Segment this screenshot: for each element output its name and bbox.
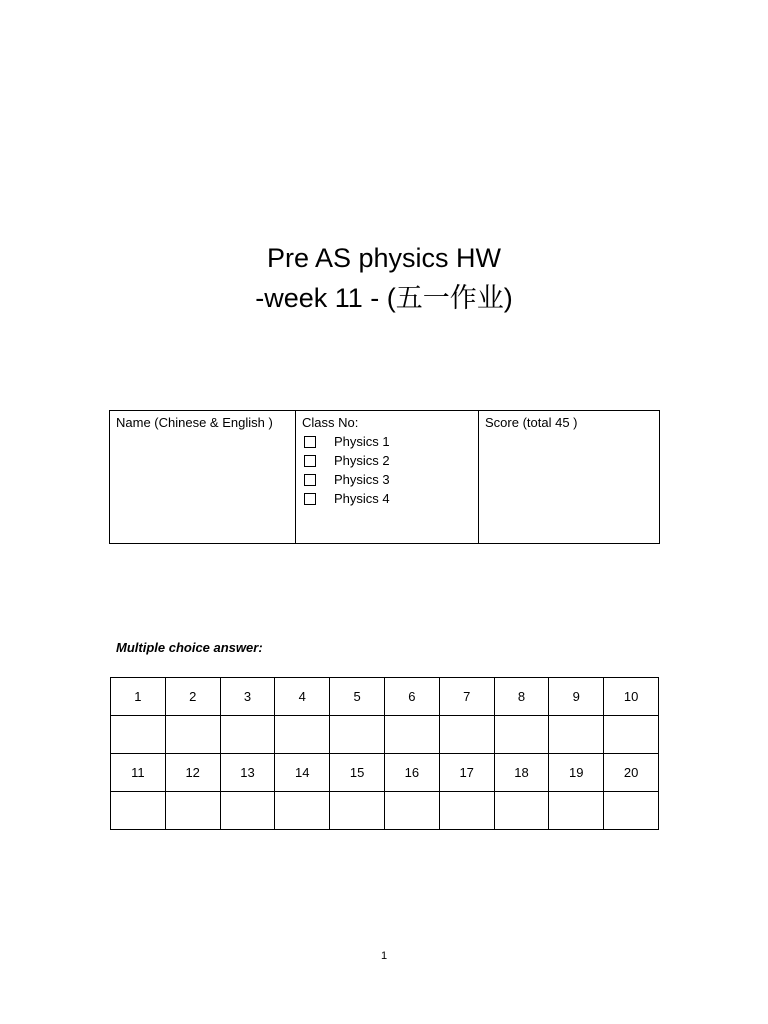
mc-number-cell: 7 xyxy=(439,678,494,716)
checkbox-icon[interactable] xyxy=(304,436,316,448)
class-label: Class No: xyxy=(302,415,359,430)
mc-number-cell: 3 xyxy=(220,678,275,716)
mc-answer-cell[interactable] xyxy=(330,792,385,830)
mc-number-cell: 14 xyxy=(275,754,330,792)
mc-answer-table xyxy=(110,677,659,830)
mc-answer-cell[interactable] xyxy=(549,792,604,830)
mc-number-cell: 18 xyxy=(494,754,549,792)
mc-answer-cell[interactable] xyxy=(111,716,166,754)
name-label: Name (Chinese & English ) xyxy=(116,415,273,430)
mc-number-cell: 17 xyxy=(439,754,494,792)
score-label: Score (total 45 ) xyxy=(485,415,578,430)
mc-number-cell: 10 xyxy=(604,678,659,716)
class-option-physics-4[interactable] xyxy=(302,489,472,508)
mc-answer-cell[interactable] xyxy=(604,792,659,830)
class-cell xyxy=(296,411,479,544)
mc-number-cell: 2 xyxy=(165,678,220,716)
page-subtitle: -week 11 - (五一作业) xyxy=(255,283,513,313)
mc-number-cell: 9 xyxy=(549,678,604,716)
page-title: Pre AS physics HW xyxy=(266,243,502,273)
class-option-label: Physics 2 xyxy=(334,453,390,468)
mc-number-cell: 15 xyxy=(330,754,385,792)
mc-answer-cell[interactable] xyxy=(439,716,494,754)
checkbox-icon[interactable] xyxy=(304,455,316,467)
mc-number-cell: 4 xyxy=(275,678,330,716)
mc-number-row xyxy=(111,754,659,792)
mc-number-cell: 12 xyxy=(165,754,220,792)
class-option-physics-2[interactable] xyxy=(302,451,472,470)
checkbox-icon[interactable] xyxy=(304,474,316,486)
mc-answer-cell[interactable] xyxy=(549,716,604,754)
mc-answer-cell[interactable] xyxy=(220,716,275,754)
mc-number-cell: 19 xyxy=(549,754,604,792)
mc-number-cell: 5 xyxy=(330,678,385,716)
mc-answer-cell[interactable] xyxy=(384,716,439,754)
mc-number-cell: 8 xyxy=(494,678,549,716)
mc-number-cell: 6 xyxy=(384,678,439,716)
class-option-label: Physics 4 xyxy=(334,491,390,506)
mc-answer-row xyxy=(111,792,659,830)
score-cell[interactable] xyxy=(479,411,660,544)
mc-answer-cell[interactable] xyxy=(220,792,275,830)
mc-answer-row xyxy=(111,716,659,754)
class-option-label: Physics 3 xyxy=(334,472,390,487)
mc-number-cell: 20 xyxy=(604,754,659,792)
checkbox-icon[interactable] xyxy=(304,493,316,505)
mc-answer-cell[interactable] xyxy=(330,716,385,754)
class-option-physics-3[interactable] xyxy=(302,470,472,489)
mc-answer-cell[interactable] xyxy=(494,716,549,754)
mc-number-cell: 13 xyxy=(220,754,275,792)
mc-answer-cell[interactable] xyxy=(165,792,220,830)
page-number: 1 xyxy=(380,950,388,962)
mc-answer-cell[interactable] xyxy=(165,716,220,754)
mc-answer-cell[interactable] xyxy=(604,716,659,754)
mc-heading: Multiple choice answer: xyxy=(116,640,263,655)
mc-number-row xyxy=(111,678,659,716)
mc-number-cell: 11 xyxy=(111,754,166,792)
class-option-label: Physics 1 xyxy=(334,434,390,449)
mc-answer-cell[interactable] xyxy=(439,792,494,830)
mc-number-cell: 1 xyxy=(111,678,166,716)
class-option-physics-1[interactable] xyxy=(302,432,472,451)
mc-answer-cell[interactable] xyxy=(494,792,549,830)
name-cell[interactable] xyxy=(110,411,296,544)
mc-answer-cell[interactable] xyxy=(275,792,330,830)
mc-number-cell: 16 xyxy=(384,754,439,792)
mc-answer-cell[interactable] xyxy=(275,716,330,754)
student-info-table xyxy=(109,410,660,544)
mc-answer-cell[interactable] xyxy=(384,792,439,830)
mc-answer-cell[interactable] xyxy=(111,792,166,830)
